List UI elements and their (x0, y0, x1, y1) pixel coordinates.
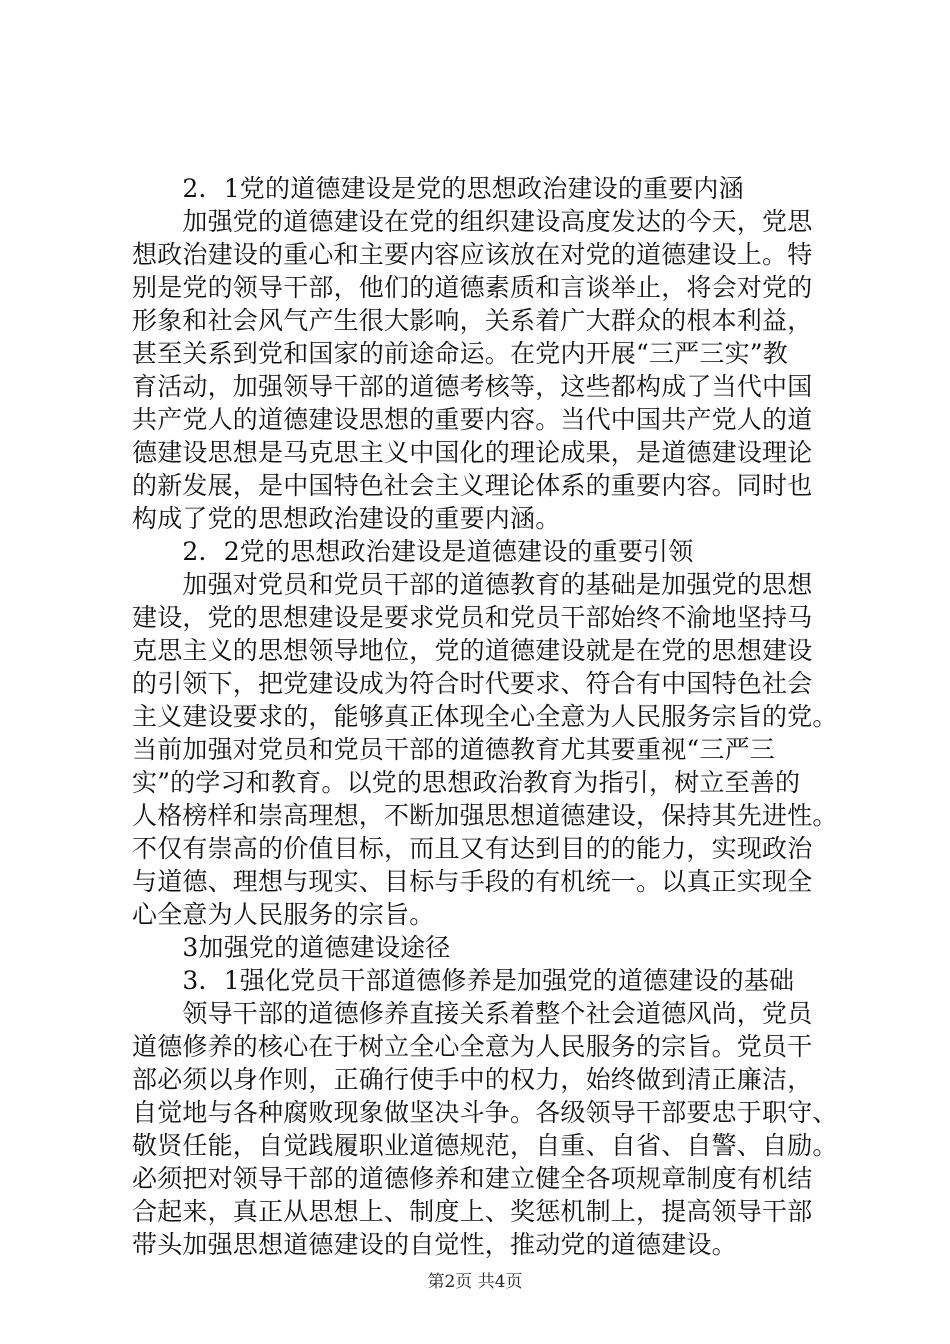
section-heading-3: 3加强党的道德建设途径 (132, 933, 451, 962)
body-text-line: 的引领下，把党建设成为符合时代要求、符合有中国特色社会 (132, 669, 813, 698)
body-text-line: 构成了党的思想政治建设的重要内涵。 (132, 504, 561, 533)
body-text-line: 道德修养的核心在于树立全心全意为人民服务的宗旨。党员干 (132, 1032, 813, 1061)
body-text-line: 育活动，加强领导干部的道德考核等，这些都构成了当代中国 (132, 372, 813, 401)
body-text-line: 与道德、理想与现实、目标与手段的有机统一。以真正实现全 (132, 867, 813, 896)
body-text-line: 心全意为人民服务的宗旨。 (132, 900, 435, 929)
body-text-line: 合起来，真正从思想上、制度上、奖惩机制上，提高领导干部 (132, 1197, 813, 1226)
body-text-line: 的新发展，是中国特色社会主义理论体系的重要内容。同时也 (132, 471, 813, 500)
body-text-line: 加强对党员和党员干部的道德教育的基础是加强党的思想 (132, 570, 813, 599)
section-heading-2-2: 2．2党的思想政治建设是道德建设的重要引领 (132, 537, 694, 566)
body-text-line: 共产党人的道德建设思想的重要内容。当代中国共产党人的道 (132, 405, 813, 434)
body-text-line: 自觉地与各种腐败现象做坚决斗争。各级领导干部要忠于职守、 (132, 1098, 838, 1127)
body-text-line: 部必须以身作则，正确行使手中的权力，始终做到清正廉洁， (132, 1065, 813, 1094)
body-text-line: 想政治建设的重心和主要内容应该放在对党的道德建设上。特 (132, 240, 813, 269)
body-text-line: 甚至关系到党和国家的前途命运。在党内开展“三严三实”教 (132, 339, 788, 368)
body-text-line: 不仅有崇高的价值目标，而且又有达到目的的能力，实现政治 (132, 834, 813, 863)
body-text-line: 带头加强思想道德建设的自觉性，推动党的道德建设。 (132, 1230, 737, 1259)
body-text-line: 人格榜样和崇高理想，不断加强思想道德建设，保持其先进性。 (132, 801, 838, 830)
body-text-line: 必须把对领导干部的道德修养和建立健全各项规章制度有机结 (132, 1164, 813, 1193)
body-text-line: 敬贤任能，自觉践履职业道德规范，自重、自省、自警、自励。 (132, 1131, 838, 1160)
body-text-line: 领导干部的道德修养直接关系着整个社会道德风尚，党员 (132, 999, 813, 1028)
body-text-line: 克思主义的思想领导地位，党的道德建设就是在党的思想建设 (132, 636, 813, 665)
body-text-line: 形象和社会风气产生很大影响，关系着广大群众的根本利益， (132, 306, 813, 335)
page-footer: 第2页 共4页 (427, 1272, 523, 1292)
body-text-line: 主义建设要求的，能够真正体现全心全意为人民服务宗旨的党。 (132, 702, 838, 731)
body-text-line: 建设，党的思想建设是要求党员和党员干部始终不渝地坚持马 (132, 603, 813, 632)
body-text-line: 德建设思想是马克思主义中国化的理论成果，是道德建设理论 (132, 438, 813, 467)
body-text-line: 当前加强对党员和党员干部的道德教育尤其要重视“三严三 (132, 735, 775, 764)
section-heading-2-1: 2．1党的道德建设是党的思想政治建设的重要内涵 (132, 174, 744, 203)
section-heading-3-1: 3．1强化党员干部道德修养是加强党的道德建设的基础 (132, 966, 795, 995)
body-text-line: 实”的学习和教育。以党的思想政治教育为指引，树立至善的 (132, 768, 801, 797)
body-text-line: 别是党的领导干部，他们的道德素质和言谈举止，将会对党的 (132, 273, 813, 302)
body-text-line: 加强党的道德建设在党的组织建设高度发达的今天，党思 (132, 207, 813, 236)
